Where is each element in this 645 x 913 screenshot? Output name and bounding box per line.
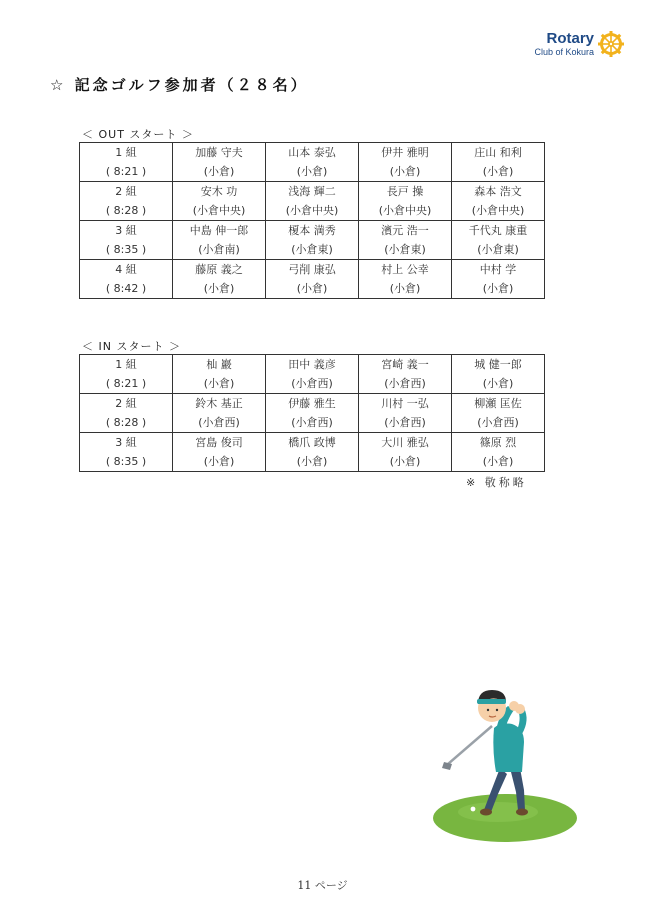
player-club: (小倉東) — [384, 243, 426, 256]
table-row — [80, 221, 545, 260]
group-cell — [80, 143, 173, 182]
player-name: 篠原 烈 — [479, 436, 517, 449]
player-name: 伊井 雅明 — [381, 146, 429, 159]
golfer-illustration — [430, 684, 580, 844]
player-club: (小倉) — [203, 282, 235, 295]
player-cell — [359, 260, 452, 299]
player-cell — [452, 433, 545, 472]
player-cell — [452, 221, 545, 260]
tee-time: ( 8:21 ) — [105, 377, 147, 390]
player-cell — [173, 260, 266, 299]
tee-time: ( 8:21 ) — [105, 165, 147, 178]
player-cell — [359, 221, 452, 260]
player-club: (小倉) — [296, 282, 328, 295]
group-cell — [80, 394, 173, 433]
group-number: 4 組 — [115, 263, 137, 276]
table-row — [80, 433, 545, 472]
player-cell — [452, 143, 545, 182]
player-club: (小倉) — [203, 165, 235, 178]
player-name: 中村 学 — [479, 263, 517, 276]
page-title: ☆ 記念ゴルフ参加者（２８名） — [50, 76, 309, 94]
player-cell — [359, 182, 452, 221]
player-club: (小倉) — [482, 165, 514, 178]
player-club: (小倉) — [482, 282, 514, 295]
player-club: (小倉中央) — [378, 204, 432, 217]
player-club: (小倉中央) — [471, 204, 525, 217]
player-club: (小倉西) — [198, 416, 240, 429]
player-cell — [452, 355, 545, 394]
player-club: (小倉) — [482, 377, 514, 390]
honorifics-note: ※ 敬称略 — [466, 476, 527, 489]
player-club: (小倉西) — [477, 416, 519, 429]
player-club: (小倉) — [389, 165, 421, 178]
player-name: 千代丸 康重 — [468, 224, 528, 237]
group-cell — [80, 355, 173, 394]
group-cell — [80, 221, 173, 260]
player-cell — [266, 355, 359, 394]
player-name: 加藤 守夫 — [195, 146, 243, 159]
player-name: 榎本 満秀 — [288, 224, 336, 237]
group-number: 3 組 — [115, 224, 137, 237]
player-cell — [266, 433, 359, 472]
out-start-table — [79, 142, 545, 299]
player-club: (小倉南) — [198, 243, 240, 256]
player-name: 田中 義彦 — [288, 358, 336, 371]
rotary-logo — [520, 30, 620, 66]
player-club: (小倉中央) — [285, 204, 339, 217]
player-name: 安木 功 — [200, 185, 238, 198]
player-cell — [266, 260, 359, 299]
player-name: 長戸 操 — [386, 185, 424, 198]
player-cell — [452, 182, 545, 221]
player-club: (小倉西) — [291, 377, 333, 390]
player-club: (小倉) — [389, 455, 421, 468]
player-cell — [173, 143, 266, 182]
logo-name: Rotary — [546, 30, 594, 47]
player-cell — [173, 355, 266, 394]
player-name: 森本 浩文 — [474, 185, 522, 198]
player-name: 濱元 浩一 — [381, 224, 429, 237]
page-number: 11 ページ — [297, 879, 348, 892]
player-name: 中島 伸一郎 — [189, 224, 249, 237]
player-cell — [359, 355, 452, 394]
player-name: 伊藤 雅生 — [288, 397, 336, 410]
in-start-table — [79, 354, 545, 472]
player-cell — [266, 182, 359, 221]
tee-time: ( 8:28 ) — [105, 204, 147, 217]
group-cell — [80, 433, 173, 472]
player-club: (小倉) — [296, 455, 328, 468]
tee-time: ( 8:35 ) — [105, 455, 147, 468]
player-name: 山本 泰弘 — [288, 146, 336, 159]
table-row — [80, 182, 545, 221]
tee-time: ( 8:42 ) — [105, 282, 147, 295]
player-club: (小倉) — [203, 377, 235, 390]
player-name: 柳瀬 匡佐 — [474, 397, 522, 410]
player-cell — [452, 394, 545, 433]
player-cell — [359, 143, 452, 182]
player-club: (小倉西) — [291, 416, 333, 429]
player-club: (小倉中央) — [192, 204, 246, 217]
player-cell — [359, 433, 452, 472]
player-name: 浅海 輝二 — [288, 185, 336, 198]
group-cell — [80, 182, 173, 221]
table-row — [80, 260, 545, 299]
player-cell — [266, 221, 359, 260]
group-number: 3 組 — [115, 436, 137, 449]
logo-subtitle: Club of Kokura — [534, 47, 594, 57]
player-club: (小倉) — [203, 455, 235, 468]
player-name: 杣 巖 — [206, 358, 232, 371]
out-start-label: ＜ OUT スタート ＞ — [82, 128, 194, 141]
player-cell — [173, 394, 266, 433]
player-club: (小倉東) — [291, 243, 333, 256]
player-cell — [173, 433, 266, 472]
table-row — [80, 143, 545, 182]
player-name: 鈴木 基正 — [195, 397, 243, 410]
group-number: 2 組 — [115, 397, 137, 410]
player-name: 川村 一弘 — [381, 397, 429, 410]
rotary-wheel-icon — [598, 31, 624, 57]
player-name: 大川 雅弘 — [381, 436, 429, 449]
player-cell — [173, 182, 266, 221]
group-number: 1 組 — [115, 358, 137, 371]
player-name: 庄山 和利 — [474, 146, 522, 159]
player-club: (小倉) — [482, 455, 514, 468]
group-cell — [80, 260, 173, 299]
table-row — [80, 394, 545, 433]
player-name: 藤原 義之 — [195, 263, 243, 276]
group-number: 1 組 — [115, 146, 137, 159]
player-cell — [359, 394, 452, 433]
player-name: 橋爪 政博 — [288, 436, 336, 449]
player-club: (小倉西) — [384, 377, 426, 390]
player-cell — [173, 221, 266, 260]
tee-time: ( 8:28 ) — [105, 416, 147, 429]
player-club: (小倉) — [296, 165, 328, 178]
player-name: 弓削 康弘 — [288, 263, 336, 276]
group-number: 2 組 — [115, 185, 137, 198]
table-row — [80, 355, 545, 394]
player-name: 宮崎 義一 — [381, 358, 429, 371]
player-club: (小倉東) — [477, 243, 519, 256]
player-club: (小倉西) — [384, 416, 426, 429]
player-name: 城 健一郎 — [474, 358, 522, 371]
logo-text — [520, 30, 594, 58]
player-club: (小倉) — [389, 282, 421, 295]
player-name: 宮島 俊司 — [195, 436, 243, 449]
tee-time: ( 8:35 ) — [105, 243, 147, 256]
player-cell — [266, 143, 359, 182]
player-cell — [266, 394, 359, 433]
player-name: 村上 公幸 — [381, 263, 429, 276]
player-cell — [452, 260, 545, 299]
in-start-label: ＜ IN スタート ＞ — [82, 340, 181, 353]
